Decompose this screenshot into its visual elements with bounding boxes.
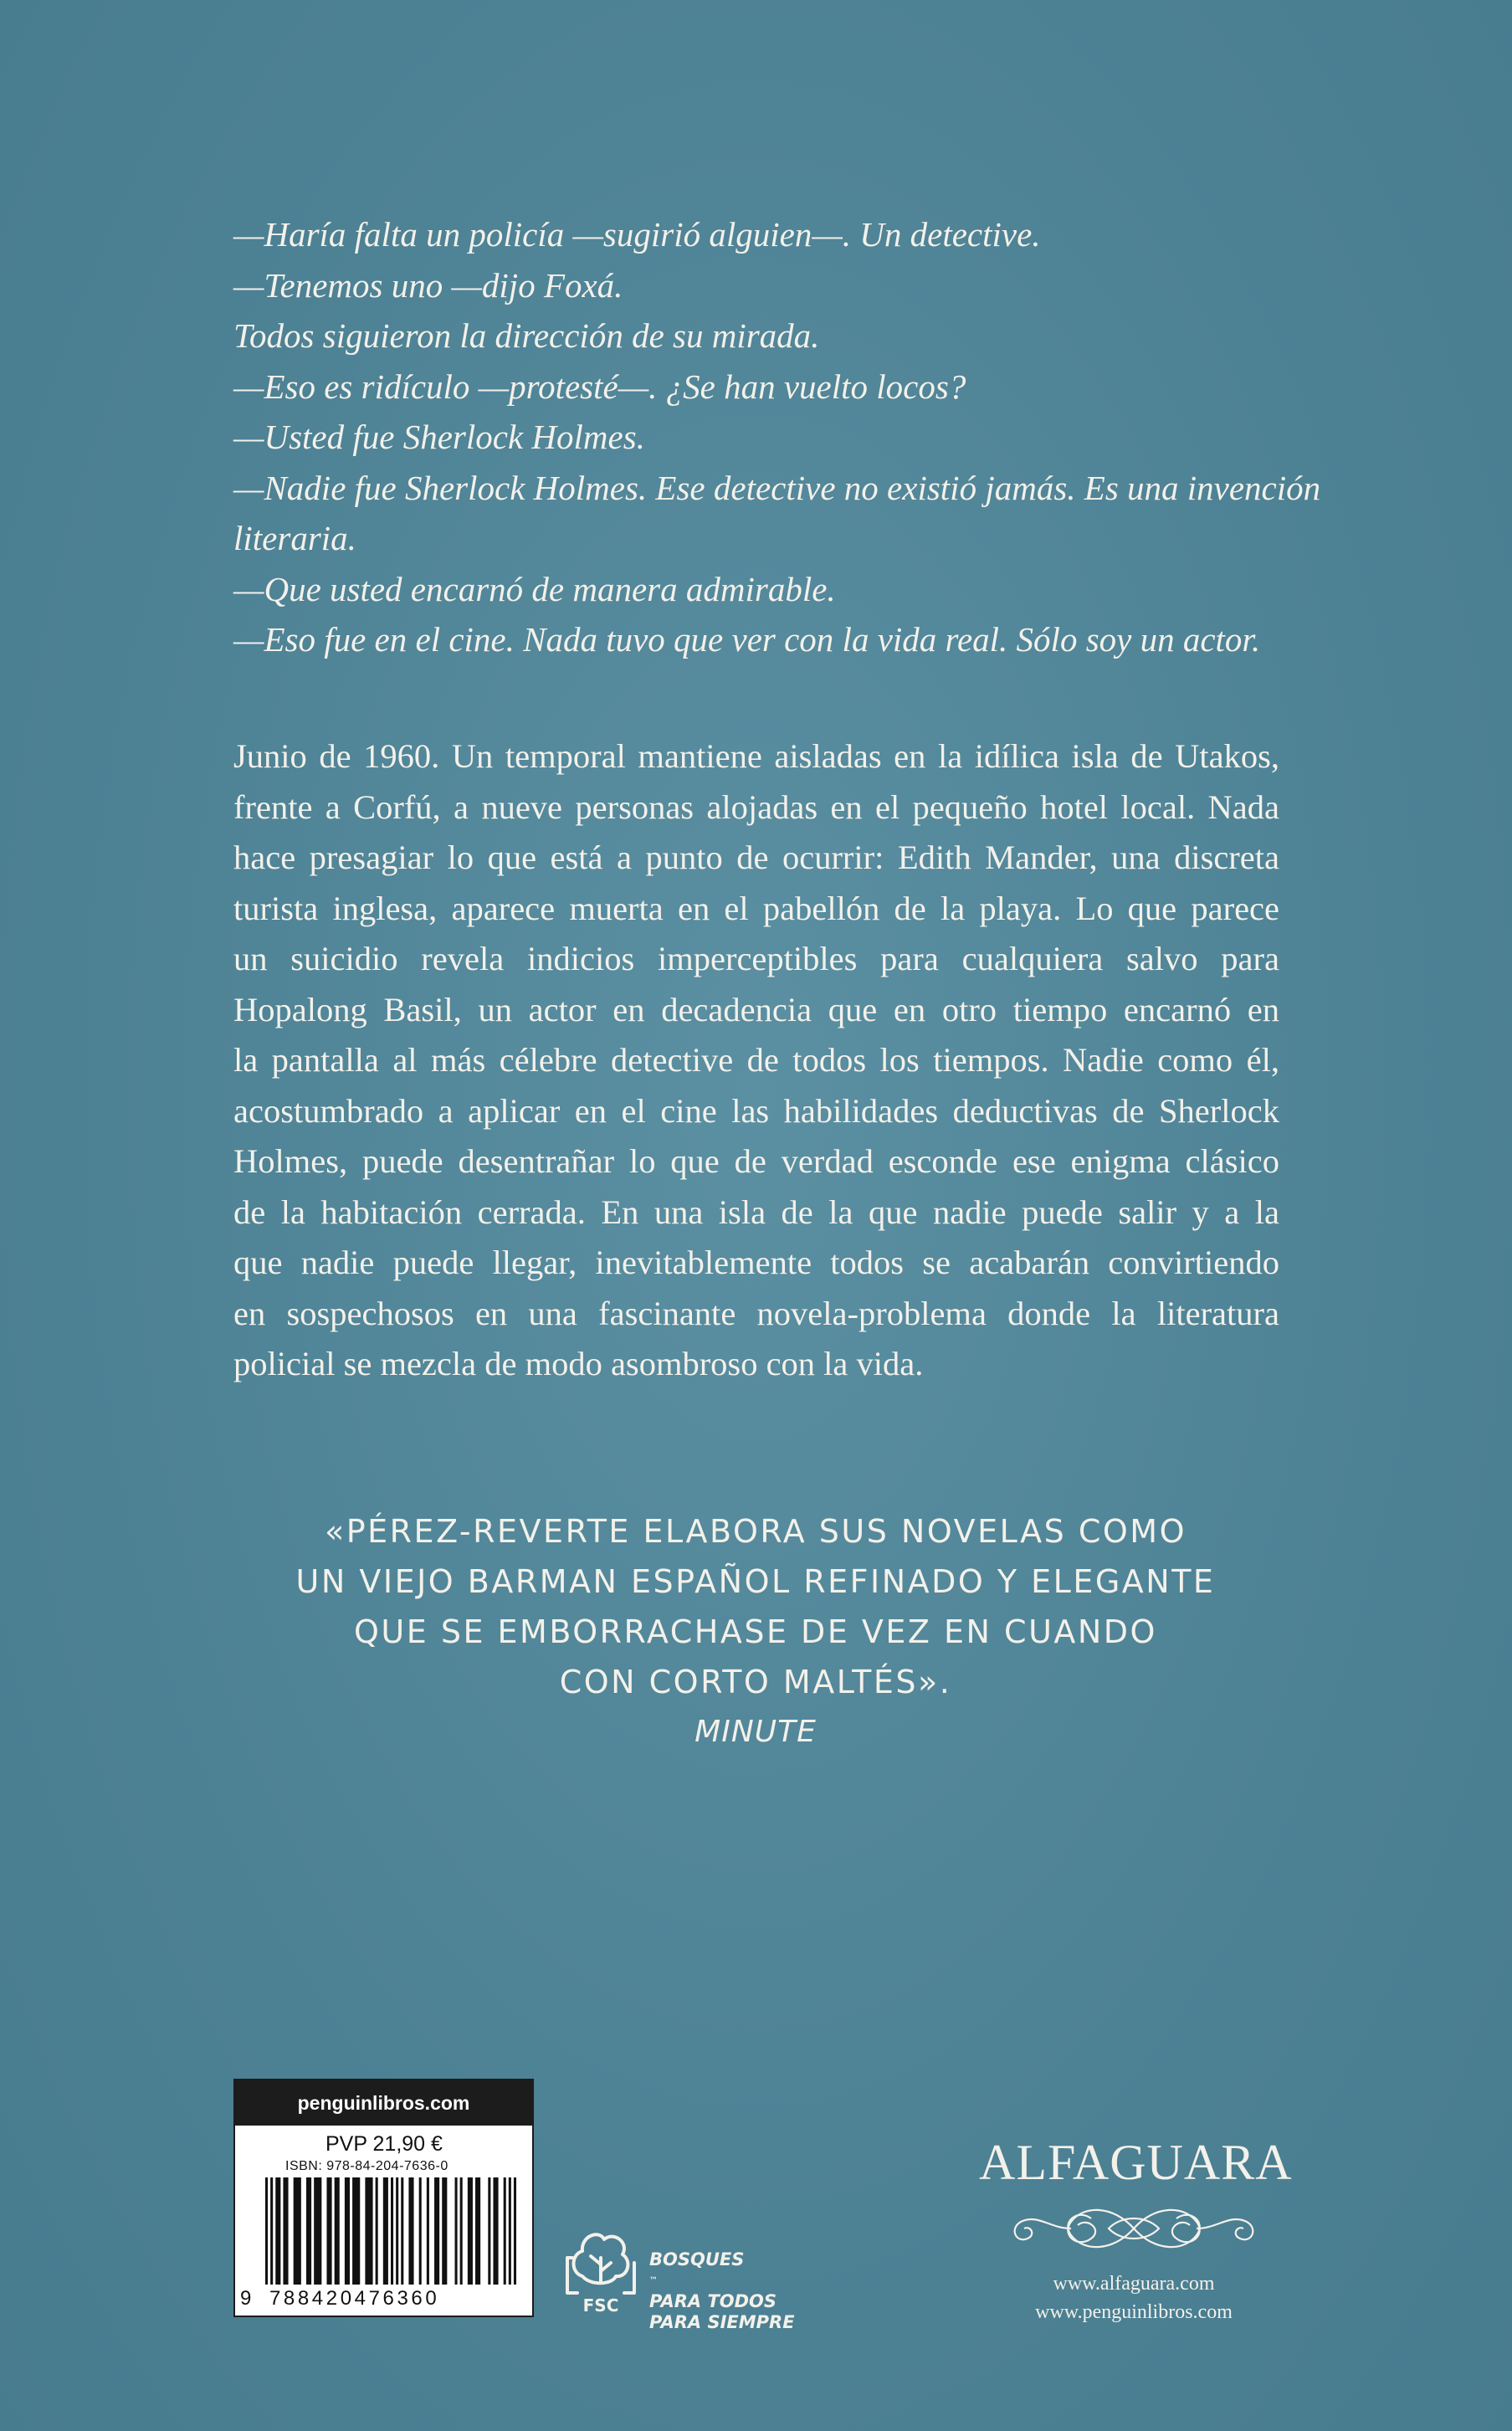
- excerpt-line: Todos siguieron la dirección de su mirada.: [233, 316, 820, 355]
- barcode-bar: [455, 2177, 458, 2285]
- synopsis-line: la pantalla al más célebre detective de todos los tiempos. Nadie como él,: [233, 1041, 1279, 1079]
- fsc-tree-icon: [566, 2224, 636, 2315]
- barcode-bar: [383, 2177, 388, 2285]
- synopsis-line: Holmes, puede desentrañar lo que de verdad esconde ese enigma clásico: [233, 1142, 1279, 1180]
- barcode-bar: [326, 2177, 331, 2285]
- barcode-bar: [283, 2177, 288, 2285]
- excerpt-line: —Eso es ridículo —protesté—. ¿Se han vuelto locos?: [233, 367, 966, 406]
- barcode-bar: [314, 2177, 321, 2285]
- barcode-bar: [419, 2177, 422, 2285]
- fsc-slogan: [649, 2249, 795, 2333]
- barcode-bar: [265, 2177, 268, 2285]
- barcode-bar: [434, 2177, 439, 2285]
- synopsis-line: un suicidio revela indicios imperceptibles para cualquiera salvo para: [233, 940, 1279, 977]
- barcode-bar: [493, 2177, 498, 2285]
- barcode-number: [240, 2287, 525, 2310]
- barcode-bar: [504, 2177, 506, 2285]
- isbn-label: ISBN: 978-84-204-7636-0: [285, 2159, 448, 2173]
- barcode-bar: [352, 2177, 360, 2285]
- excerpt-line: —Usted fue Sherlock Holmes.: [233, 418, 645, 456]
- barcode-bar: [270, 2177, 273, 2285]
- synopsis-line: en sospechosos en una fascinante novela-problema donde la literatura: [233, 1294, 1279, 1332]
- barcode-bar: [335, 2177, 340, 2285]
- excerpt-line: literaria.: [233, 519, 356, 557]
- synopsis-line: de la habitación cerrada. En una isla de la que nadie puede salir y a la: [233, 1192, 1279, 1231]
- barcode-bar: [408, 2177, 413, 2285]
- barcode-bar: [509, 2177, 511, 2285]
- barcode-bar: [468, 2177, 473, 2285]
- publisher-url: www.alfaguara.com: [1053, 2273, 1215, 2295]
- barcode-bar: [396, 2177, 398, 2285]
- price-label: PVP 21,90 €: [325, 2132, 443, 2156]
- excerpt-line: —Nadie fue Sherlock Holmes. Ese detective no existió jamás. Es una invención: [233, 468, 1321, 507]
- publisher-url: www.penguinlibros.com: [1035, 2301, 1233, 2323]
- quote-line: UN VIEJO BARMAN ESPAÑOL REFINADO Y ELEGANTE: [295, 1563, 1216, 1600]
- publisher-flourish-icon: [1004, 2197, 1263, 2259]
- fsc-label: FSC: [582, 2295, 619, 2315]
- barcode-bar: [427, 2177, 429, 2285]
- synopsis-line: acostumbrado a aplicar en el cine las habilidades deductivas de Sherlock: [233, 1091, 1279, 1130]
- synopsis-line: que nadie puede llegar, inevitablemente todos se acabarán convirtiendo: [233, 1244, 1279, 1281]
- excerpt-line: —Que usted encarnó de manera admirable.: [233, 569, 836, 608]
- barcode-bar: [345, 2177, 350, 2285]
- quote-line: «PÉREZ-REVERTE ELABORA SUS NOVELAS COMO: [324, 1513, 1187, 1550]
- fsc-line: BOSQUES: [649, 2249, 745, 2269]
- synopsis-line: Hopalong Basil, un actor en decadencia que en otro tiempo encarnó en: [233, 990, 1279, 1028]
- fsc-trademark: ™: [649, 2276, 658, 2285]
- barcode-bar: [460, 2177, 463, 2285]
- excerpt-line: —Tenemos uno —dijo Foxá.: [233, 265, 623, 305]
- barcode-label: [233, 2079, 534, 2317]
- barcode-bars: [265, 2177, 516, 2285]
- publisher-urls: [979, 2269, 1289, 2326]
- synopsis-paragraph: [233, 731, 1279, 1390]
- barcode-bar: [391, 2177, 393, 2285]
- quote-line: QUE SE EMBORRACHASE DE VEZ EN CUANDO: [354, 1613, 1157, 1650]
- barcode-digits: 788420476360: [269, 2287, 440, 2310]
- synopsis-line: hace presagiar lo que está a punto de ocurrir: Edith Mander, una discreta: [233, 839, 1279, 876]
- barcode-bar: [275, 2177, 280, 2285]
- barcode-website: penguinlibros.com: [235, 2080, 532, 2126]
- barcode-bar: [401, 2177, 403, 2285]
- excerpt-line: —Eso fue en el cine. Nada tuvo que ver con la vida real. Sólo soy un actor.: [233, 620, 1261, 659]
- barcode-first-digit: 9: [240, 2287, 254, 2310]
- barcode-bar: [488, 2177, 490, 2285]
- barcode-bar: [442, 2177, 447, 2285]
- barcode-bar: [475, 2177, 480, 2285]
- fsc-line: PARA SIEMPRE: [649, 2312, 795, 2332]
- barcode-bar: [294, 2177, 301, 2285]
- press-quote: [170, 1506, 1341, 1757]
- fsc-line: PARA TODOS: [649, 2291, 777, 2311]
- fsc-logo-block: [566, 2224, 842, 2332]
- barcode-bar: [365, 2177, 372, 2285]
- publisher-logo-text: ALFAGUARA: [979, 2135, 1293, 2190]
- synopsis-line: Junio de 1960. Un temporal mantiene aisladas en la idílica isla de Utakos,: [233, 737, 1279, 775]
- synopsis-line: frente a Corfú, a nueve personas alojadas en el pequeño hotel local. Nada: [233, 787, 1279, 826]
- excerpt-dialogue: [233, 209, 1321, 665]
- barcode-bar: [376, 2177, 378, 2285]
- quote-source: MINUTE: [694, 1715, 817, 1749]
- excerpt-line: —Haría falta un policía —sugirió alguien—. Un detective.: [233, 215, 1041, 254]
- quote-line: CON CORTO MALTÉS».: [559, 1664, 952, 1700]
- barcode-bar: [306, 2177, 311, 2285]
- barcode-bar: [514, 2177, 516, 2285]
- synopsis-line: policial se mezcla de modo asombroso con la vida.: [233, 1345, 924, 1382]
- synopsis-line: turista inglesa, aparece muerta en el pabellón de la playa. Lo que parece: [233, 889, 1279, 927]
